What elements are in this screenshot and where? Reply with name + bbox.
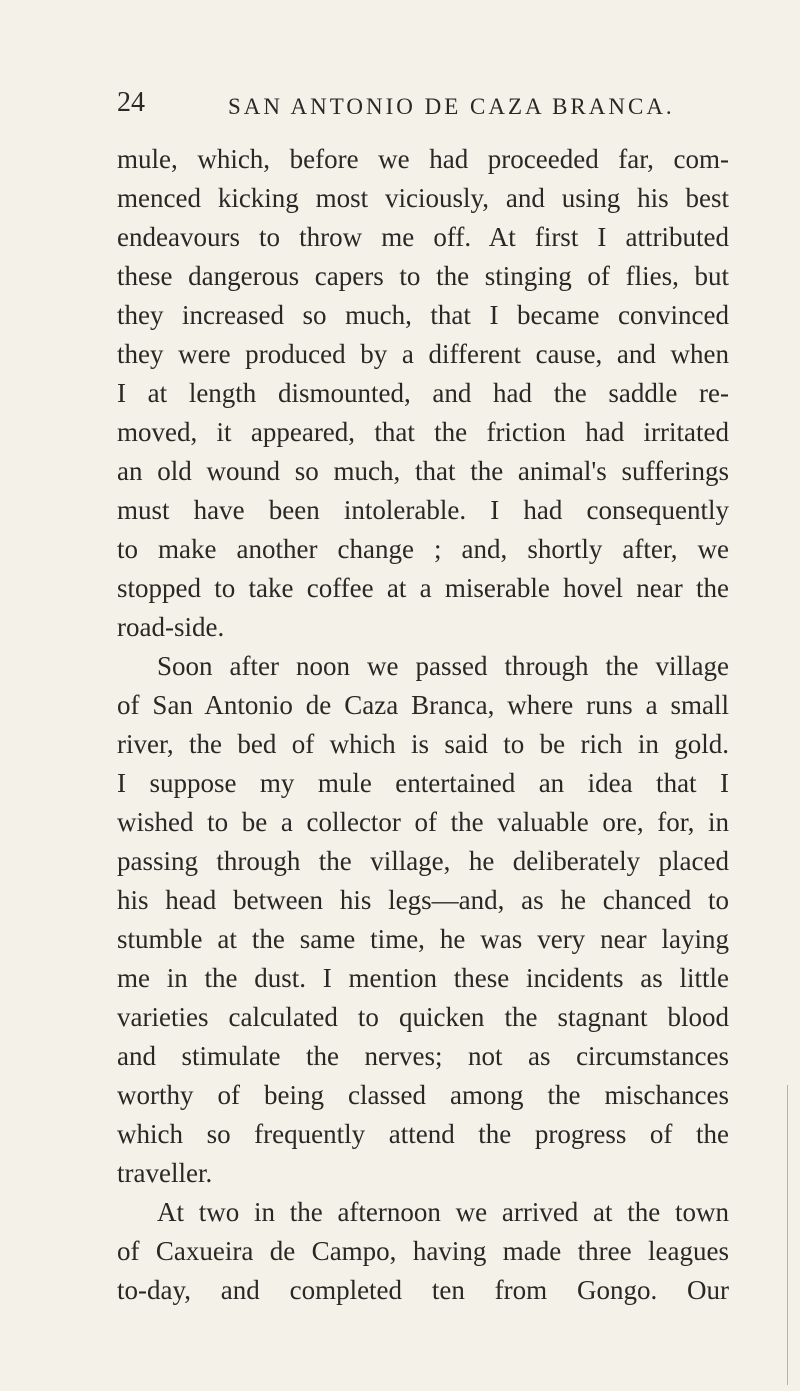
text-line: mule, which, before we had proceeded far, com- bbox=[117, 144, 729, 174]
paragraph-end-line: traveller. bbox=[117, 1158, 213, 1188]
text-line: menced kicking most viciously, and using his best bbox=[117, 183, 729, 213]
text-line: stumble at the same time, he was very near laying bbox=[117, 924, 729, 954]
body-text bbox=[117, 140, 729, 1310]
text-line: me in the dust. I mention these incidents as little bbox=[117, 963, 729, 993]
page-header bbox=[117, 87, 727, 127]
text-line: of Caxueira de Campo, having made three leagues bbox=[117, 1236, 729, 1266]
running-title: SAN ANTONIO DE CAZA BRANCA. bbox=[228, 94, 675, 119]
text-line: I at length dismounted, and had the saddle re- bbox=[117, 378, 729, 408]
text-line: passing through the village, he deliberately placed bbox=[117, 846, 729, 876]
paragraph-end-line: road-side. bbox=[117, 612, 225, 642]
text-line: of San Antonio de Caza Branca, where runs a small bbox=[117, 690, 729, 720]
text-line: his head between his legs—and, as he chanced to bbox=[117, 885, 729, 915]
text-line: varieties calculated to quicken the stagnant blood bbox=[117, 1002, 729, 1032]
text-line: to-day, and completed ten from Gongo. Our bbox=[117, 1275, 729, 1305]
text-line: to make another change ; and, shortly after, we bbox=[117, 534, 729, 564]
text-line: stopped to take coffee at a miserable hovel near the bbox=[117, 573, 729, 603]
text-line: I suppose my mule entertained an idea that I bbox=[117, 768, 729, 798]
text-line: moved, it appeared, that the friction had irritated bbox=[117, 417, 729, 447]
text-line: must have been intolerable. I had consequently bbox=[117, 495, 729, 525]
text-line: and stimulate the nerves; not as circumstances bbox=[117, 1041, 729, 1071]
page-number: 24 bbox=[117, 87, 145, 118]
text-line: an old wound so much, that the animal's sufferings bbox=[117, 456, 729, 486]
paragraph-start-line: At two in the afternoon we arrived at the town bbox=[157, 1197, 729, 1227]
page-edge-mark bbox=[787, 1085, 788, 1385]
text-line: which so frequently attend the progress of the bbox=[117, 1119, 729, 1149]
text-line: they were produced by a different cause, and when bbox=[117, 339, 729, 369]
text-line: they increased so much, that I became convinced bbox=[117, 300, 729, 330]
text-line: river, the bed of which is said to be rich in gold. bbox=[117, 729, 729, 759]
text-line: wished to be a collector of the valuable ore, for, in bbox=[117, 807, 729, 837]
text-line: these dangerous capers to the stinging of flies, but bbox=[117, 261, 729, 291]
text-line: worthy of being classed among the mischances bbox=[117, 1080, 729, 1110]
text-line: endeavours to throw me off. At first I attributed bbox=[117, 222, 729, 252]
paragraph-start-line: Soon after noon we passed through the village bbox=[157, 651, 729, 681]
